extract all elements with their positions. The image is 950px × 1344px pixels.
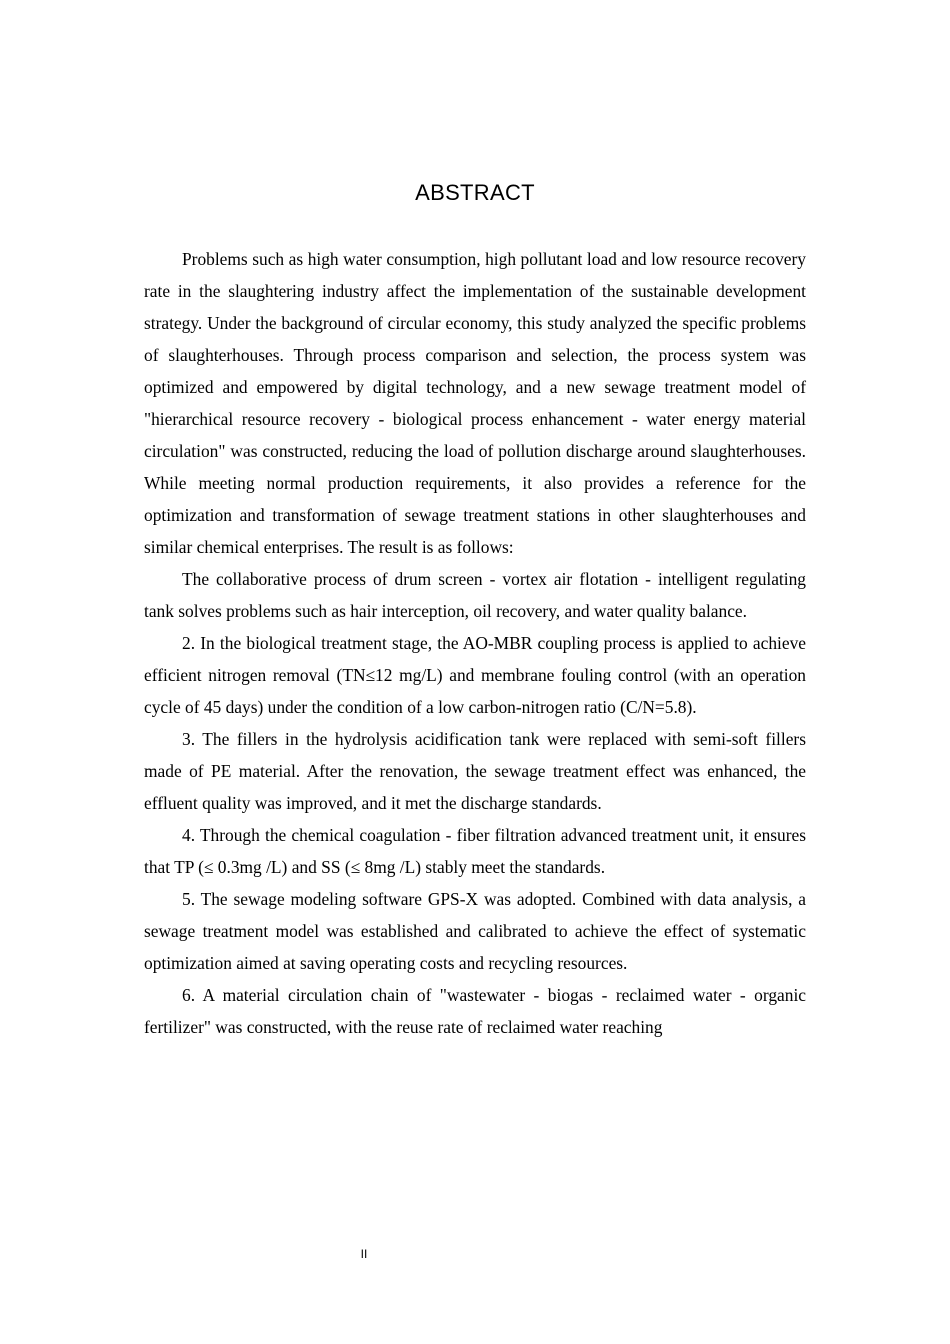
abstract-body: [144, 243, 806, 1043]
page-title: ABSTRACT: [415, 180, 535, 205]
abstract-paragraph-4: 4. Through the chemical coagulation - fiber filtration advanced treatment unit, it ensures that TP (≤ 0.3mg /L) and SS (≤ 8mg /L) stably meet the standards.: [144, 825, 806, 877]
abstract-paragraph-2: 2. In the biological treatment stage, the AO-MBR coupling process is applied to achieve efficient nitrogen removal (TN≤12 mg/L) and membrane fouling control (with an operation cycle of 45 days) under the condition of a low carbon-nitrogen ratio (C/N=5.8).: [144, 633, 806, 717]
abstract-paragraph-3: 3. The fillers in the hydrolysis acidification tank were replaced with semi-soft fillers made of PE material. After the renovation, the sewage treatment effect was enhanced, the effluent quality was improved, and it met the discharge standards.: [144, 729, 806, 813]
abstract-paragraph-6: 6. A material circulation chain of "wastewater - biogas - reclaimed water - organic fertilizer" was constructed, with the reuse rate of reclaimed water reaching: [144, 985, 806, 1037]
abstract-paragraph-5: 5. The sewage modeling software GPS-X was adopted. Combined with data analysis, a sewage treatment model was established and calibrated to achieve the effect of systematic optimization aimed at saving operating costs and recycling resources.: [144, 889, 806, 973]
abstract-paragraph-intro: Problems such as high water consumption, high pollutant load and low resource recovery rate in the slaughtering industry affect the implementation of the sustainable development strategy. Under the background of circular economy, this study analyzed the specific problems of slaughterhouses. Through process comparison and selection, the process system was optimized and empowered by digital technology, and a new sewage treatment model of "hierarchical resource recovery - biological process enhancement - water energy material circulation" was constructed, reducing the load of pollution discharge around slaughterhouses. While meeting normal production requirements, it also provides a reference for the optimization and transformation of sewage treatment stations in other slaughterhouses and similar chemical enterprises. The result is as follows:: [144, 249, 806, 557]
page-number: II: [360, 1247, 368, 1261]
abstract-paragraph-1: The collaborative process of drum screen - vortex air flotation - intelligent regulating tank solves problems such as hair interception, oil recovery, and water quality balance.: [144, 569, 806, 621]
